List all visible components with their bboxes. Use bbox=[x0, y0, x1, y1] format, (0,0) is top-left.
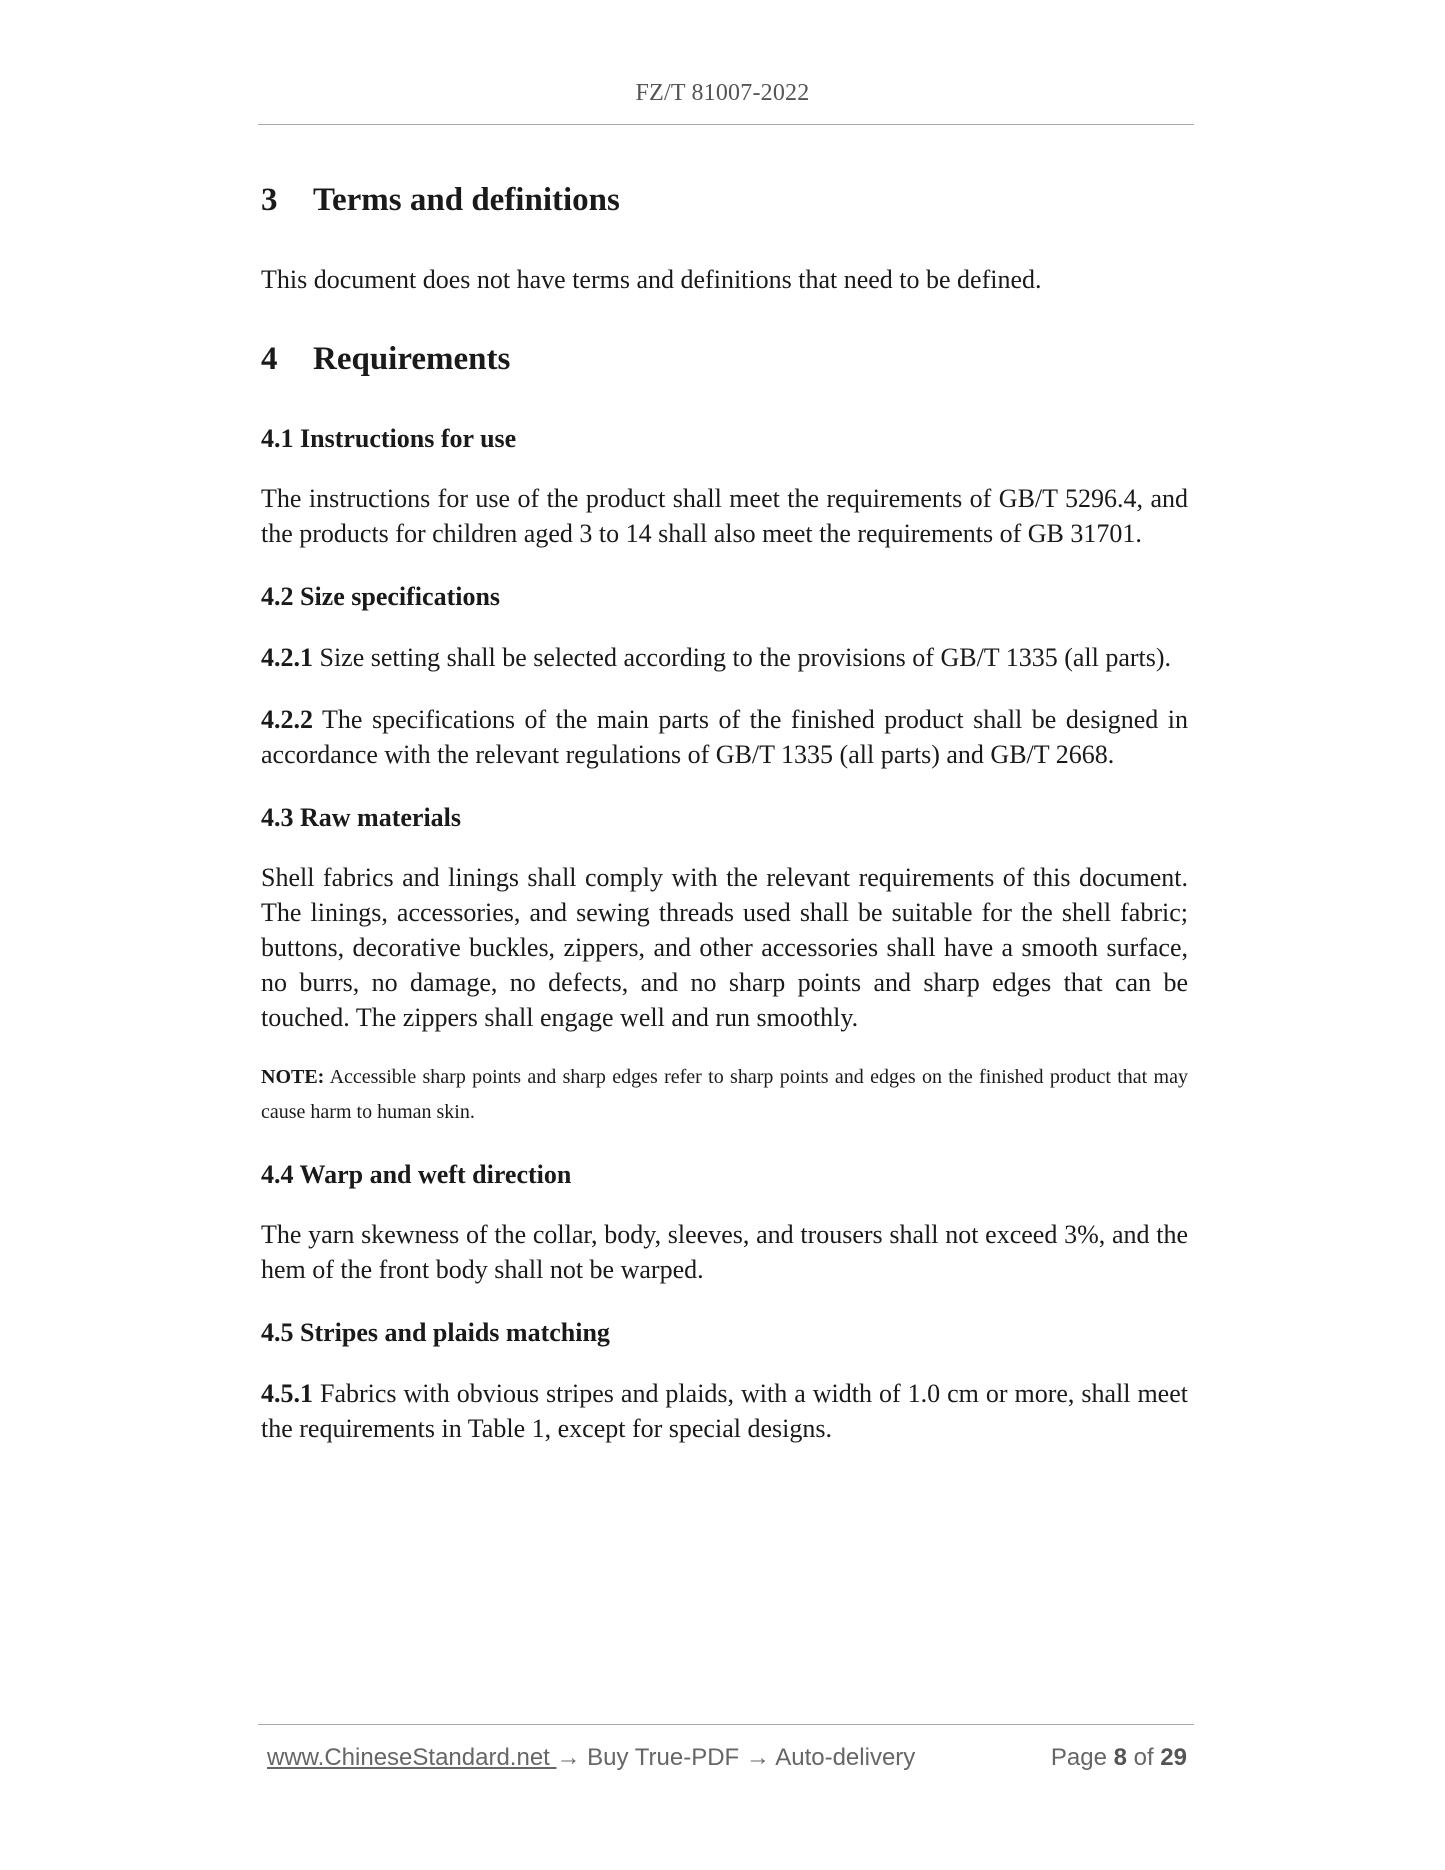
section-4-4-heading: 4.4 Warp and weft direction bbox=[261, 1160, 572, 1189]
clause-4-2-2 bbox=[261, 702, 1188, 772]
section-4-number: 4 bbox=[261, 341, 278, 377]
clause-4-2-1 bbox=[261, 640, 1188, 675]
section-4-2-heading: 4.2 Size specifications bbox=[261, 582, 501, 611]
section-4-4-body: The yarn skewness of the collar, body, sleeves, and trousers shall not exceed 3%, and the hem of the front body shall not be warped. bbox=[261, 1220, 1188, 1284]
section-3-title: Terms and definitions bbox=[313, 182, 620, 218]
clause-4-2-2-text: The specifications of the main parts of the finished product shall be designed in accordance with the relevant regulations of GB/T 1335 (all parts) and GB/T 2668. bbox=[261, 705, 1188, 769]
of-label: of bbox=[1126, 1744, 1161, 1771]
section-4-1-heading: 4.1 Instructions for use bbox=[261, 424, 517, 453]
footer-auto-text: Auto-delivery bbox=[769, 1744, 916, 1771]
section-4-5-heading: 4.5 Stripes and plaids matching bbox=[261, 1318, 610, 1347]
footer-promo bbox=[267, 1744, 915, 1772]
arrow-right-icon: → bbox=[745, 1744, 770, 1771]
page-label: Page bbox=[1050, 1744, 1114, 1771]
section-4-3-body: Shell fabrics and linings shall comply with the relevant requirements of this document. The linings, accessories, and sewing threads used shall be suitable for the shell fabric; buttons, decorative buckles, zippers, and other accessories shall have a smooth surface, no burrs, no damage, no defects, and no sharp points and sharp edges that can be touched. The zippers shall engage well and run smoothly. bbox=[261, 863, 1188, 1032]
footer-divider bbox=[258, 1724, 1194, 1725]
total-pages: 29 bbox=[1160, 1744, 1187, 1771]
clause-4-5-1 bbox=[261, 1376, 1188, 1446]
section-4-title: Requirements bbox=[313, 341, 511, 377]
clause-4-2-2-number: 4.2.2 bbox=[261, 705, 313, 734]
clause-4-5-1-number: 4.5.1 bbox=[261, 1379, 313, 1408]
section-3-number: 3 bbox=[261, 182, 278, 218]
page-indicator bbox=[1051, 1744, 1187, 1772]
clause-4-2-1-text: Size setting shall be selected according to the provisions of GB/T 1335 (all parts). bbox=[313, 643, 1172, 672]
footer bbox=[267, 1744, 1187, 1780]
arrow-right-icon: → bbox=[556, 1744, 581, 1771]
section-3-body: This document does not have terms and definitions that need to be defined. bbox=[261, 265, 1042, 294]
section-4-heading bbox=[261, 339, 1188, 379]
section-4-3-heading: 4.3 Raw materials bbox=[261, 803, 462, 832]
section-3-heading bbox=[261, 180, 1188, 220]
note-text: Accessible sharp points and sharp edges refer to sharp points and edges on the finished product that may cause harm to human skin. bbox=[261, 1066, 1188, 1123]
footer-buy-text: Buy True-PDF bbox=[580, 1744, 746, 1771]
note-label: NOTE: bbox=[261, 1066, 325, 1088]
clause-4-5-1-text: Fabrics with obvious stripes and plaids, with a width of 1.0 cm or more, shall meet the requirements in Table 1, except for special designs. bbox=[261, 1379, 1188, 1443]
clause-4-2-1-number: 4.2.1 bbox=[261, 643, 313, 672]
section-4-1-body: The instructions for use of the product shall meet the requirements of GB/T 5296.4, and the products for children aged 3 to 14 shall also meet the requirements of GB 31701. bbox=[261, 484, 1188, 548]
note bbox=[261, 1060, 1188, 1130]
header-divider bbox=[258, 124, 1194, 125]
header-doc-id: FZ/T 81007-2022 bbox=[635, 80, 810, 106]
current-page: 8 bbox=[1113, 1744, 1127, 1771]
footer-site-link[interactable]: www.ChineseStandard.net bbox=[267, 1744, 557, 1771]
